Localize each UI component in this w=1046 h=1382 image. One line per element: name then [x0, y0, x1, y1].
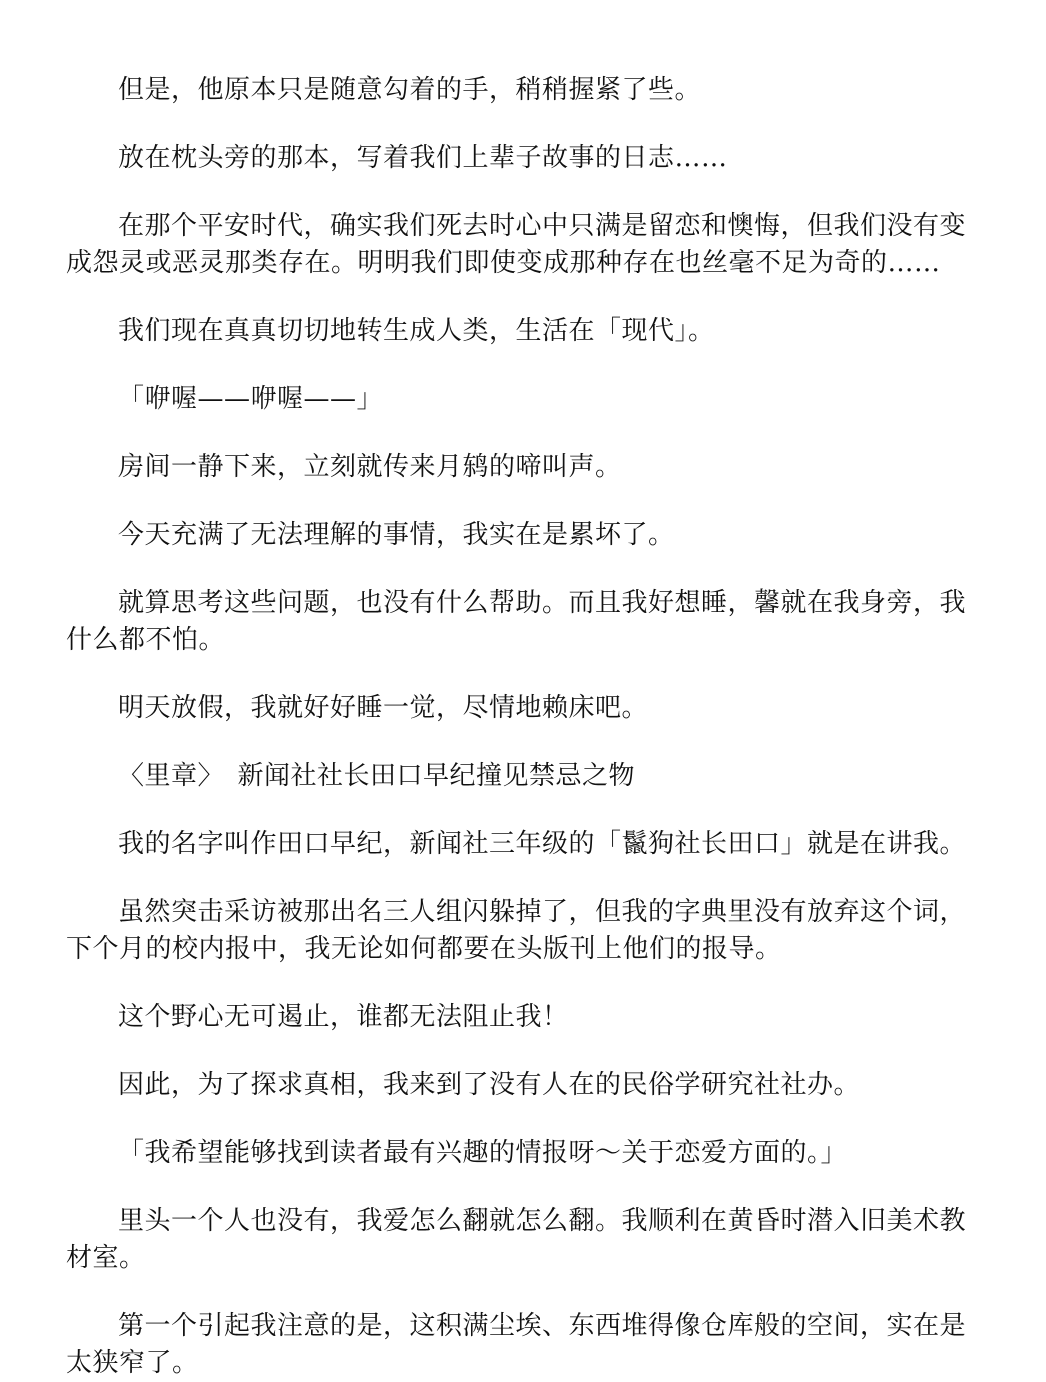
paragraph: 这个野心无可遏止，谁都无法阻止我！: [118, 1002, 569, 1032]
paragraph: 就算思考这些问题，也没有什么帮助。而且我好想睡，馨就在我身旁，我什么都不怕。: [66, 588, 967, 655]
paragraph: 我的名字叫作田口早纪，新闻社三年级的「鬣狗社长田口」就是在讲我。: [118, 829, 967, 859]
paragraph: 因此，为了探求真相，我来到了没有人在的民俗学研究社社办。: [118, 1070, 861, 1100]
paragraph: 第一个引起我注意的是，这积满尘埃、东西堆得像仓库般的空间，实在是太狭窄了。: [66, 1311, 967, 1378]
paragraph: 「我希望能够找到读者最有兴趣的情报呀～关于恋爱方面的。」: [118, 1138, 848, 1168]
paragraph: 在那个平安时代，确实我们死去时心中只满是留恋和懊悔，但我们没有变成怨灵或恶灵那类存在。明明我们即使变成那种存在也丝毫不足为奇的……: [66, 211, 967, 278]
chapter-heading: 〈里章〉 新闻社社长田口早纪撞见禁忌之物: [118, 761, 636, 791]
paragraph: 里头一个人也没有，我爱怎么翻就怎么翻。我顺利在黄昏时潜入旧美术教材室。: [66, 1206, 967, 1273]
paragraph: 明天放假，我就好好睡一觉，尽情地赖床吧。: [118, 693, 649, 723]
paragraph: 虽然突击采访被那出名三人组闪躲掉了，但我的字典里没有放弃这个词，下个月的校内报中，我无论如何都要在头版刊上他们的报导。: [66, 897, 967, 964]
paragraph: 放在枕头旁的那本，写着我们上辈子故事的日志……: [118, 143, 728, 173]
paragraph: 房间一静下来，立刻就传来月鸫的啼叫声。: [118, 452, 622, 482]
paragraph: 但是，他原本只是随意勾着的手，稍稍握紧了些。: [118, 75, 702, 105]
paragraph: 我们现在真真切切地转生成人类，生活在「现代」。: [118, 316, 715, 346]
paragraph: 今天充满了无法理解的事情，我实在是累坏了。: [118, 520, 675, 550]
paragraph: 「咿喔——咿喔——」: [118, 384, 384, 414]
